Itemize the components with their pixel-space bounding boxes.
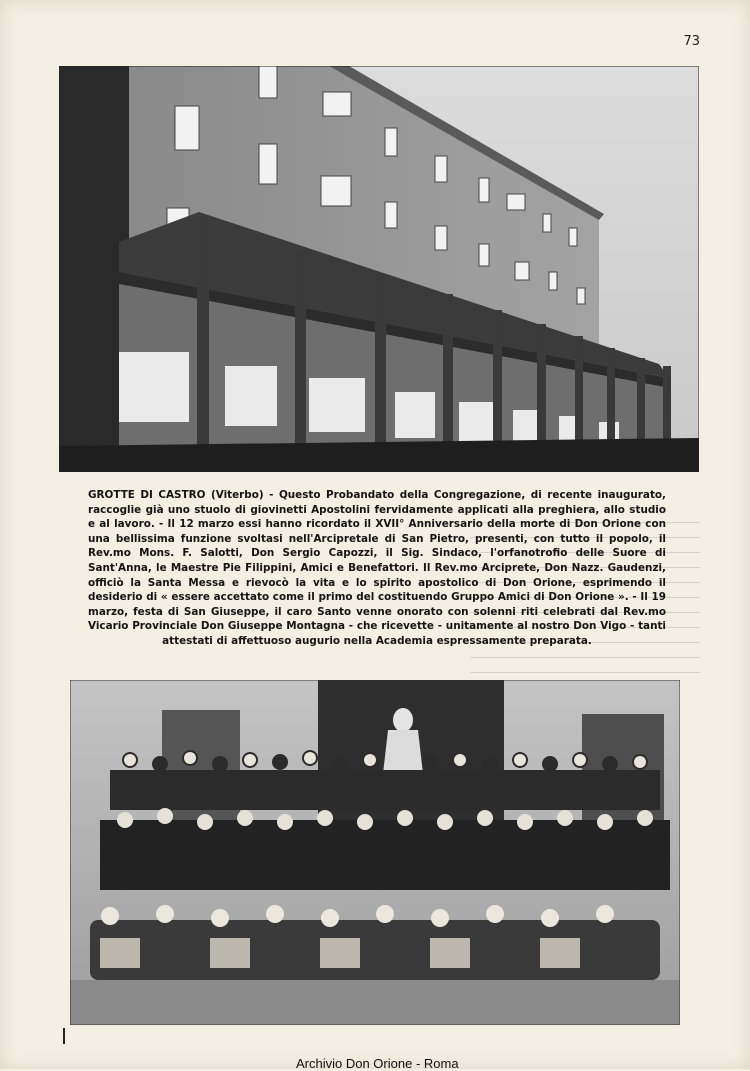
margin-mark [63, 1028, 65, 1044]
caption-body: Questo Probandato della Congregazione, di recente inaugurato, raccoglie già uno stuolo di giovinetti Apostolini fervidamente applicati alla preghiera, allo studio e al lavoro. - Il 12 marzo essi hanno ricordato il XVII° Anniversario della morte di Don Orione con una bellissima funzione svoltasi nell'Arcipretale di San Pietro, presenti, con tutto il popolo, il Rev.mo Mons. F. Salotti, Don Sergio Capozzi, il Sig. Sindaco, l'orfanotrofio delle Suore di Sant'Anna, le Maestre Pie Filippini, Amici e Benefattori. Il Rev.mo Arciprete, Don Nazz. Gaudenzi, officiò la Santa Messa e rievocò la vita e lo spirito apostolico di Don Orione, esprimendo il desiderio di « essere accettato come il primo del costituendo Gruppo Amici di Don Orione ». - Il 19 marzo, festa di San Giuseppe, il caro Santo venne onorato con solenni riti celebrati dal Rev.mo Vicario Provinciale Don Giuseppe Montagna - che ricevette - unitamente al nostro Don Vigo - tanti attestati di affettuoso augurio nella Academia espressamente preparata. [88, 489, 666, 647]
page-number: 73 [683, 34, 700, 49]
photo-caption [88, 488, 666, 649]
caption-location: GROTTE DI CASTRO (Viterbo) - [88, 489, 274, 501]
probandato-building-photo [59, 66, 699, 472]
archive-watermark: Archivio Don Orione - Roma [296, 1056, 459, 1071]
group-portrait-photo [70, 680, 680, 1025]
